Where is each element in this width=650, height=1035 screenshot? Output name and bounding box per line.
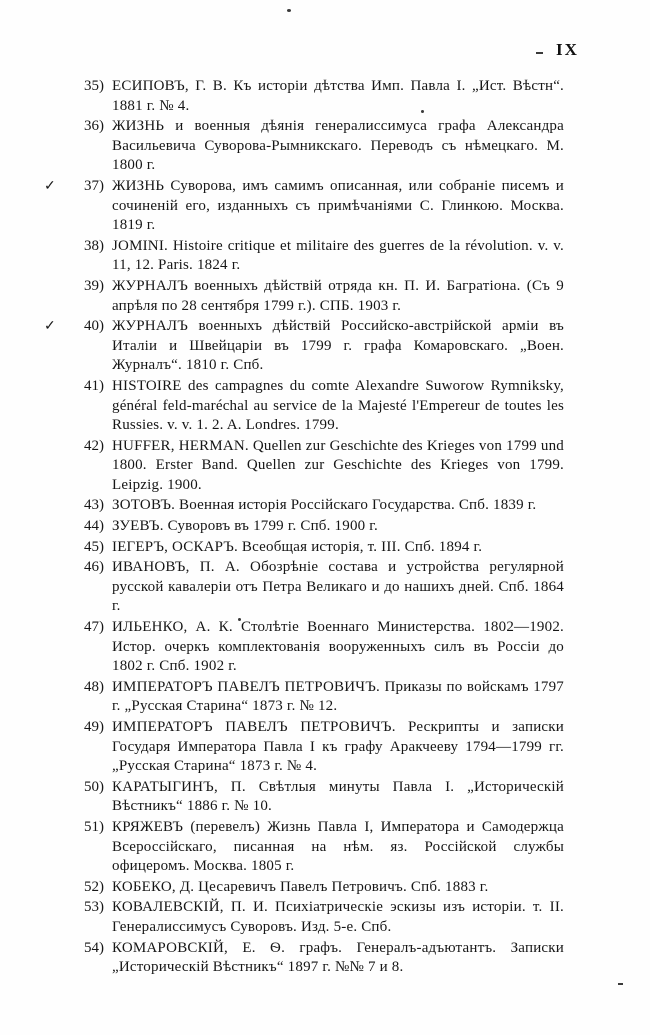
entry-number: 39) bbox=[84, 277, 104, 294]
entry-text: КОБЕКО, Д. Цесаревичъ Павелъ Петровичъ. Спб. 1883 г. bbox=[112, 878, 489, 895]
entry-text: ЖУРНАЛЪ военныхъ дѣйствій отряда кн. П. И. Багратіона. (Съ 9 апрѣля по 28 сентября 1799 г.). СПБ. 1903 г. bbox=[112, 277, 564, 314]
bibliography-entry bbox=[44, 117, 604, 176]
bibliography-entry bbox=[44, 517, 604, 537]
bibliography-entry bbox=[44, 317, 604, 376]
bibliography-entry bbox=[44, 437, 604, 496]
bibliography-entry bbox=[44, 177, 604, 236]
entry-text: ЗУЕВЪ. Суворовъ въ 1799 г. Спб. 1900 г. bbox=[112, 518, 378, 535]
bibliography-entry bbox=[44, 77, 604, 116]
entry-text: ИМПЕРАТОРЪ ПАВЕЛЪ ПЕТРОВИЧЪ. Рескрипты и записки Государя Императора Павла I къ графу Аракчееву 1794—1799 гг. „Русская Старина“ 1873 г. № 4. bbox=[112, 719, 564, 775]
entry-text: ИМПЕРАТОРЪ ПАВЕЛЪ ПЕТРОВИЧЪ. Приказы по войскамъ 1797 г. „Русская Старина“ 1873 г. № 12. bbox=[112, 678, 564, 715]
entry-text: ЖИЗНЬ Суворова, имъ самимъ описанная, или собраніе писемъ и сочиненій его, изданныхъ съ примѣчаніями С. Глинкою. Москва. 1819 г. bbox=[112, 177, 564, 234]
bibliography-list bbox=[44, 77, 604, 979]
scan-speck bbox=[287, 9, 291, 12]
bibliography-entry bbox=[44, 277, 604, 316]
bibliography-entry bbox=[44, 818, 604, 877]
bibliography-entry bbox=[44, 718, 604, 777]
entry-number: 41) bbox=[84, 377, 104, 394]
entry-text: HISTOIRE des campagnes du comte Alexandre Suworow Rymniksky, général feld-maréchal au service de la Majesté l'Empereur de toutes les Russies. v. v. 1. 2. A. Londres. 1799. bbox=[112, 377, 564, 434]
entry-number: 43) bbox=[84, 497, 104, 514]
bibliography-entry bbox=[44, 939, 604, 978]
entry-number: 52) bbox=[84, 878, 104, 895]
entry-number: 36) bbox=[84, 118, 104, 135]
entry-number: 48) bbox=[84, 678, 104, 695]
entry-text: HUFFER, HERMAN. Quellen zur Geschichte des Krieges von 1799 und 1800. Erster Band. Quellen zur Geschichte des Krieges von 1799. Leipzig. 1900. bbox=[112, 437, 564, 493]
checkmark-icon: ✓ bbox=[44, 178, 56, 194]
entry-number: 46) bbox=[84, 559, 104, 576]
entry-number: 50) bbox=[84, 778, 104, 795]
entry-number: 53) bbox=[84, 899, 104, 916]
entry-number: 37) bbox=[84, 177, 104, 194]
entry-text: КОВАЛЕВСКІЙ, П. И. Психіатрическіе эскизы изъ исторіи. т. II. Генералиссимусъ Суворовъ. Изд. 5-е. Спб. bbox=[112, 899, 564, 935]
entry-number: 38) bbox=[84, 237, 104, 254]
entry-text: ЖУРНАЛЪ военныхъ дѣйствій Российско-австрійской арміи въ Италіи и Швейцаріи въ 1799 г. графа Комаровскаго. „Воен. Журналъ“. 1810 г. Спб. bbox=[112, 318, 564, 374]
entry-text: ЕСИПОВЪ, Г. В. Къ исторіи дѣтства Имп. Павла I. „Ист. Вѣстн“. 1881 г. № 4. bbox=[112, 78, 564, 114]
entry-text: ИЛЬЕНКО, А. К. Столѣтіе Военнаго Министерства. 1802—1902. Истор. очеркъ комплектованія вооруженныхъ силъ въ Россіи до 1802 г. Спб. 1902 г. bbox=[112, 619, 564, 675]
entry-number: 49) bbox=[84, 719, 104, 735]
entry-text: ЗОТОВЪ. Военная исторія Россійскаго Государства. Спб. 1839 г. bbox=[112, 497, 537, 514]
bibliography-entry bbox=[44, 618, 604, 677]
bibliography-entry bbox=[44, 558, 604, 617]
entry-text: ІЕГЕРЪ, ОСКАРЪ. Всеобщая исторія, т. III. Спб. 1894 г. bbox=[112, 538, 483, 555]
bibliography-entry bbox=[44, 778, 604, 817]
entry-number: 54) bbox=[84, 939, 104, 956]
entry-number: 35) bbox=[84, 78, 104, 94]
entry-text: КАРАТЫГИНЪ, П. Свѣтлыя минуты Павла I. „Историческій Вѣстникъ“ 1886 г. № 10. bbox=[112, 778, 564, 815]
checkmark-icon: ✓ bbox=[44, 319, 56, 335]
bibliography-entry bbox=[44, 377, 604, 436]
bibliography-entry bbox=[44, 496, 604, 516]
entry-text: КРЯЖЕВЪ (перевелъ) Жизнь Павла I, Императора и Самодержца Всероссійскаго, писанная на нѣм. яз. Россійской службы офицеромъ. Москва. 1805 г. bbox=[112, 818, 564, 875]
scan-speck bbox=[618, 983, 623, 985]
entry-number: 44) bbox=[84, 518, 104, 535]
entry-text: JOMINI. Histoire critique et militaire des guerres de la révolution. v. v. 11, 12. Paris. 1824 г. bbox=[112, 237, 564, 274]
bibliography-entry bbox=[44, 237, 604, 276]
entry-text: КОМАРОВСКІЙ, Е. Ѳ. графъ. Генералъ-адъютантъ. Записки „Историческій Вѣстникъ“ 1897 г. №№ 7 и 8. bbox=[112, 939, 564, 976]
page-number: IX bbox=[556, 40, 579, 59]
entry-number: 42) bbox=[84, 437, 104, 454]
entry-number: 45) bbox=[84, 538, 104, 555]
bibliography-entry bbox=[44, 678, 604, 717]
entry-text: ИВАНОВЪ, П. А. Обозрѣніе состава и устройства регулярной русской кавалеріи отъ Петра Великаго и до нашихъ дней. Спб. 1864 г. bbox=[112, 559, 564, 615]
scan-speck bbox=[536, 52, 543, 54]
bibliography-entry bbox=[44, 898, 604, 937]
bibliography-entry bbox=[44, 878, 604, 898]
entry-number: 40) bbox=[84, 318, 104, 335]
entry-number: 51) bbox=[84, 818, 104, 835]
bibliography-entry bbox=[44, 538, 604, 558]
entry-text: ЖИЗНЬ и военныя дѣянія генералиссимуса графа Александра Васильевича Суворова-Рымникскаго. Переводъ съ нѣмецкаго. М. 1800 г. bbox=[112, 118, 564, 174]
entry-number: 47) bbox=[84, 619, 104, 636]
